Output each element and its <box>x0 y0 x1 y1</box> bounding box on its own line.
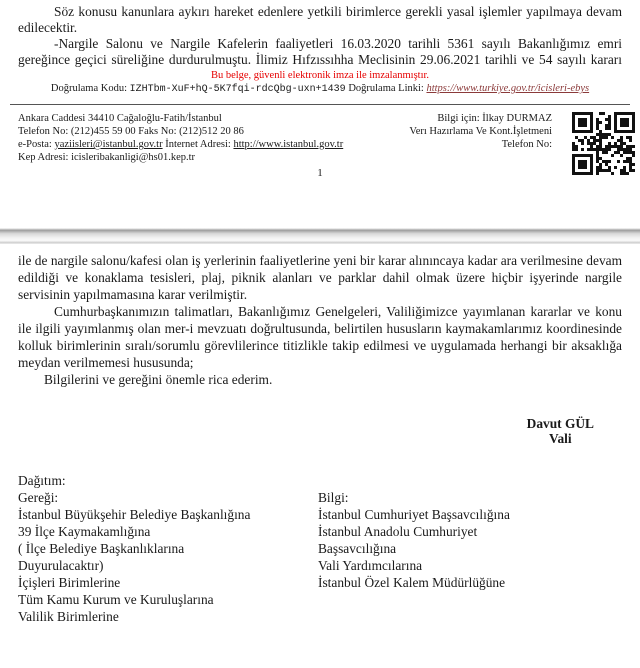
contact-phone-line: Telefon No: <box>501 139 552 150</box>
page-number: 1 <box>317 167 323 179</box>
distribution-block <box>18 472 622 625</box>
website-link[interactable]: http://www.istanbul.gov.tr <box>233 139 344 150</box>
distribution-title: Dağıtım: <box>18 473 66 488</box>
closing-line: Bilgilerini ve gereğini önemle rica ederim. <box>44 372 273 387</box>
signer-title: Vali <box>549 431 572 446</box>
verification-code-label: Doğrulama Kodu: <box>50 83 130 94</box>
footer-address-block <box>18 112 348 164</box>
footer-kep-line: Kep Adresi: icisleribakanligi@hs01.kep.tr <box>18 152 196 163</box>
footer-divider-line <box>10 104 630 105</box>
body-paragraph-4: Cumhurbaşkanımızın talimatları, Bakanlığımız Genelgeleri, Valiliğimizce yayımlanan kararlar ve konu ile ilgili yayımlanmış olan mer-i mevzuatı doğrultusunda, belirtilen hususların kaymakamlarımız koordinesinde kolluk birimlerinin sıralı/sorumlu görevlilerince titizlikle takip edilmesi ve uygulamada herhangi bir aksaklığa meydan verilmemesi hususunda; <box>18 304 622 370</box>
list-item: Vali Yardımcılarına <box>318 558 423 573</box>
list-item: İçişleri Birimlerine <box>18 575 121 590</box>
signer-name: Davut GÜL <box>526 416 594 431</box>
verification-code: IZHTbm-XuF+hQ-5K7fqi-rdcQbg-uxn+1439 <box>129 84 346 95</box>
list-item: 39 İlçe Kaymakamlığına <box>18 524 151 539</box>
esignature-block <box>18 70 622 97</box>
page-break-divider <box>0 228 640 244</box>
verification-link[interactable]: https://www.turkiye.gov.tr/icisleri-ebys <box>426 83 590 94</box>
list-item: İstanbul Özel Kalem Müdürlüğüne <box>318 575 506 590</box>
verification-link-label: Doğrulama Linki: <box>345 83 427 94</box>
footer-phone-line: Telefon No: (212)455 59 00 Faks No: (212)512 20 86 <box>18 126 244 137</box>
page-two <box>0 244 640 625</box>
body-paragraph-1: Söz konusu kanunlara aykırı hareket edenlere yetkili birimlerce gerekli yasal işlemler yapılmaya devam edilecektir. <box>18 4 622 35</box>
email-label: e-Posta: <box>18 139 55 150</box>
signature-block <box>527 416 594 446</box>
email-link[interactable]: yaziisleri@istanbul.gov.tr <box>54 139 163 150</box>
page-one <box>0 0 640 228</box>
list-item: Valilik Birimlerine <box>18 609 119 624</box>
distribution-geregi-column <box>18 489 258 625</box>
footer <box>18 112 622 164</box>
bilgi-label: Bilgi: <box>318 490 349 505</box>
contact-title-line: Verı Hazırlama Ve Kont.İşletmeni <box>409 126 552 137</box>
list-item: ( İlçe Belediye Başkanlıklarına Duyurulacaktır) <box>18 541 185 573</box>
contact-person-line: Bilgi için: İlkay DURMAZ <box>437 113 552 124</box>
geregi-label: Gereği: <box>18 490 59 505</box>
body-paragraph-2: -Nargile Salonu ve Nargile Kafelerin faaliyetleri 16.03.2020 tarihli 5361 sayılı Bakanlığımız emri gereğince geçici süreliğine durdurulmuştu. İlimiz Hıfzıssıhha Meclisinin 29.06.2021 tarihli ve 54 sayılı kararı <box>18 36 622 67</box>
list-item: Tüm Kamu Kurum ve Kuruluşlarına <box>18 592 214 607</box>
internet-label: İnternet Adresi: <box>162 139 234 150</box>
list-item: İstanbul Cumhuriyet Başsavcılığına <box>318 507 510 522</box>
footer-email-line <box>18 138 348 151</box>
footer-address-line: Ankara Caddesi 34410 Cağaloğlu-Fatih/İstanbul <box>18 113 222 124</box>
distribution-bilgi-column <box>318 489 558 625</box>
list-item: İstanbul Büyükşehir Belediye Başkanlığına <box>18 507 251 522</box>
list-item: İstanbul Anadolu Cumhuriyet Başsavcılığına <box>318 524 478 556</box>
body-paragraph-3: ile de nargile salonu/kafesi olan iş yerlerinin faaliyetlerine yeni bir karar alınıncaya kadar ara verilmesine devam edildiği ve konaklama tesisleri, plaj, piknik alanları ve parklar dahil olmak üzere hiçbir işyerinde nargile servisinin yapılmamasına karar verilmiştir. <box>18 253 622 302</box>
qr-code <box>572 112 635 175</box>
verification-line <box>18 82 622 97</box>
esignature-notice: Bu belge, güvenli elektronik imza ile imzalanmıştır. <box>210 70 430 81</box>
